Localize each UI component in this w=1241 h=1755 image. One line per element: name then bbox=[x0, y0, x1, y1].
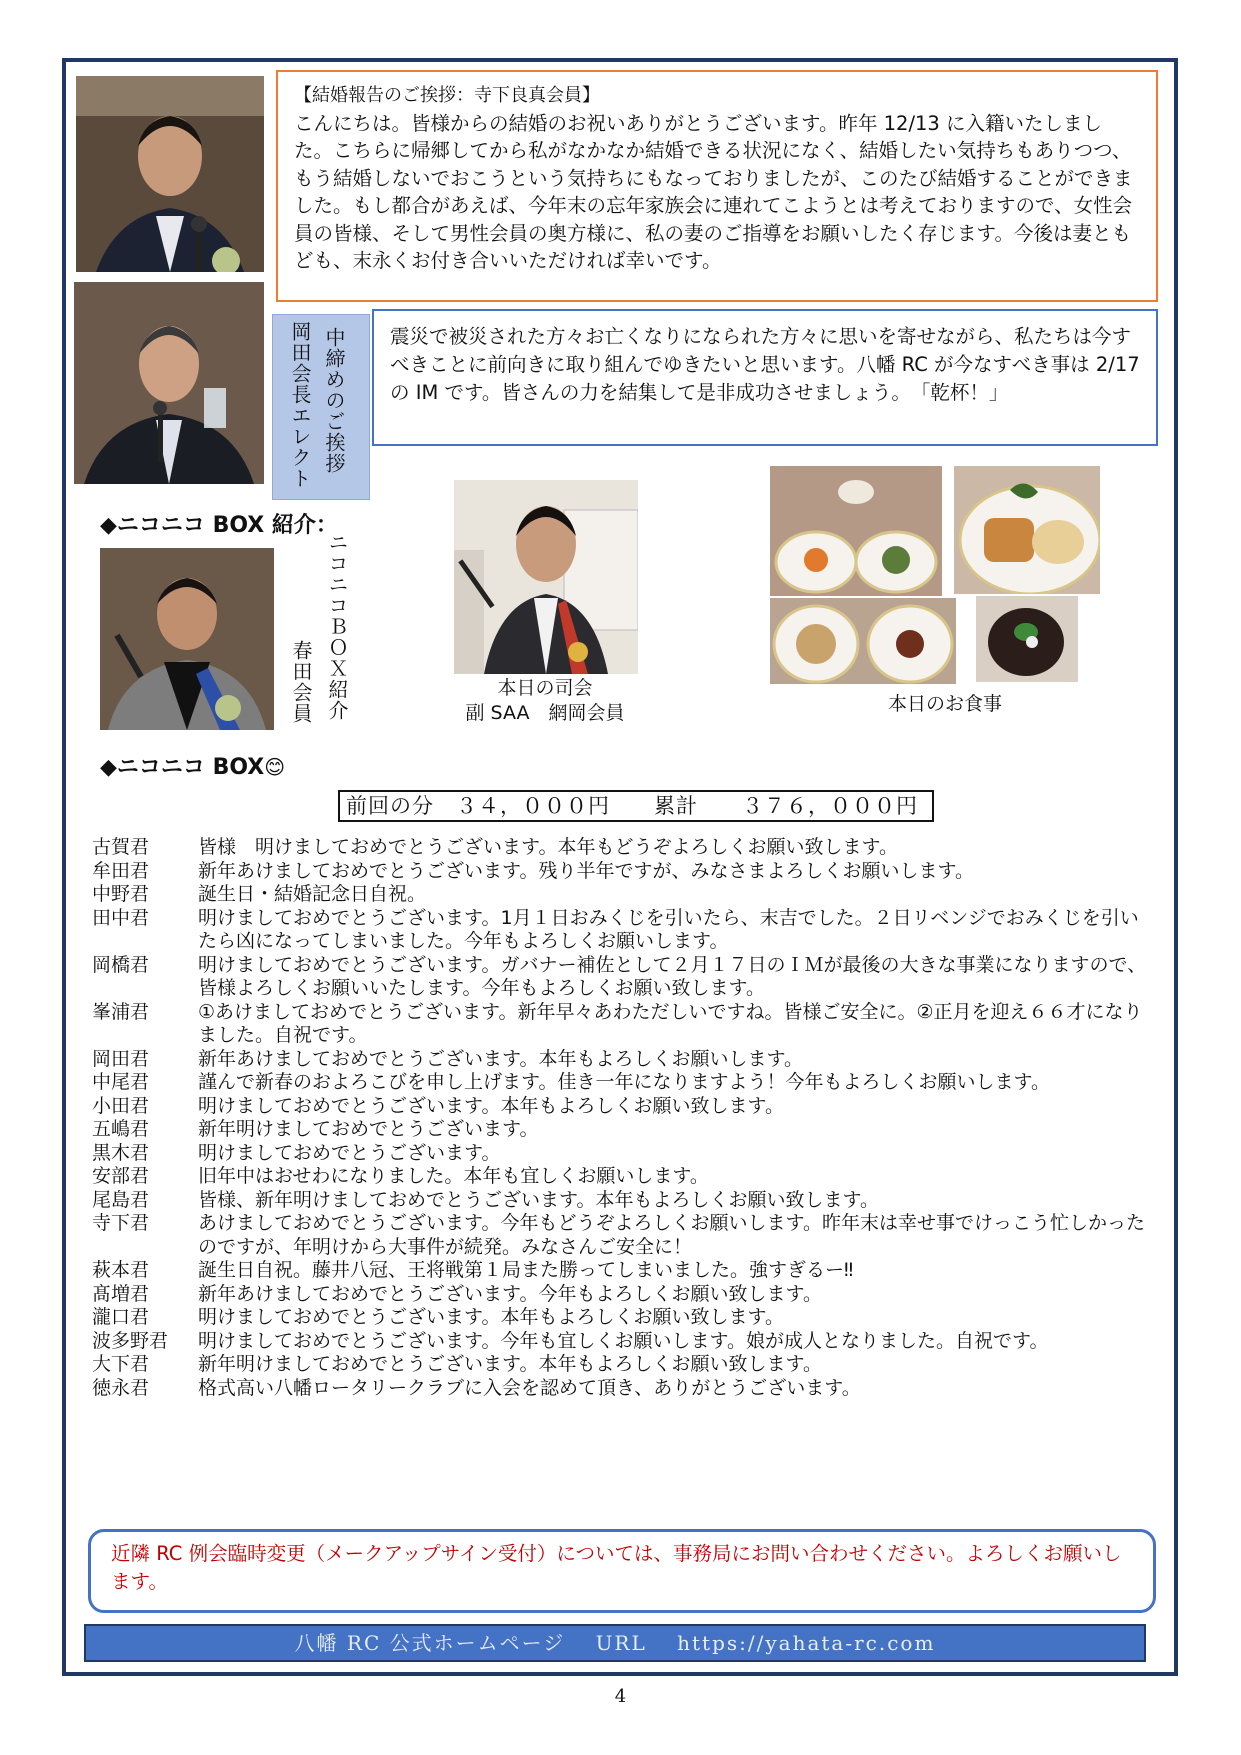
meal-photo-1 bbox=[770, 466, 942, 596]
message-row bbox=[92, 1283, 1152, 1307]
member-name: 五嶋君 bbox=[92, 1118, 150, 1140]
mc-caption-line2: 副 SAA 網岡会員 bbox=[465, 702, 625, 724]
member-message: 新年あけましておめでとうございます。残り半年ですが、みなさまよろしくお願いします。 bbox=[198, 859, 974, 882]
niconico-intro-heading: ◆ニコニコ BOX 紹介： bbox=[100, 513, 338, 538]
message-row bbox=[92, 836, 1152, 860]
footer-url-bar[interactable]: 八幡 RC 公式ホームページ URL https://yahata-rc.com bbox=[84, 1624, 1146, 1662]
member-message: 明けましておめでとうございます。本年もよろしくお願い致します。 bbox=[198, 1306, 784, 1328]
mc-caption-line1: 本日の司会 bbox=[497, 677, 593, 699]
member-message: 明けましておめでとうございます。本年もよろしくお願い致します。 bbox=[198, 1094, 784, 1117]
meal-photo-3-image bbox=[770, 598, 956, 684]
message-row bbox=[92, 1306, 1152, 1330]
meal-caption: 本日のお食事 bbox=[887, 693, 1002, 715]
okada-photo-image bbox=[74, 282, 264, 484]
member-name: 田中君 bbox=[92, 906, 150, 929]
member-message: 明けましておめでとうございます。1月１日おみくじを引いたら、末吉でした。２日リベンジでおみくじを引いたら凶になってしまいました。今年もよろしくお願いします。 bbox=[198, 906, 1139, 952]
message-row bbox=[92, 954, 1152, 1001]
closing-greeting-box bbox=[372, 309, 1158, 446]
message-row bbox=[92, 1212, 1152, 1259]
meal-photo-2 bbox=[954, 466, 1100, 594]
wedding-heading: 【結婚報告のご挨拶：寺下良真会員】 bbox=[294, 85, 600, 106]
member-name: 小田君 bbox=[92, 1094, 150, 1117]
member-message: あけましておめでとうございます。今年もどうぞよろしくお願いします。昨年末は幸せ事でけっこう忙しかったのですが、年明けから大事件が続発。みなさんご安全に！ bbox=[198, 1212, 1145, 1258]
member-name: 峯浦君 bbox=[92, 1000, 150, 1023]
message-row bbox=[92, 883, 1152, 907]
message-row bbox=[92, 1353, 1152, 1377]
member-message: 皆様、新年明けましておめでとうございます。本年もよろしくお願い致します。 bbox=[198, 1188, 879, 1211]
groom-photo bbox=[76, 76, 264, 272]
message-row bbox=[92, 860, 1152, 884]
wedding-report-box bbox=[276, 70, 1158, 302]
meal-photo-4 bbox=[976, 596, 1078, 682]
meal-photo-2-image bbox=[954, 466, 1100, 594]
message-row bbox=[92, 1001, 1152, 1048]
message-row bbox=[92, 1118, 1152, 1142]
message-row bbox=[92, 1071, 1152, 1095]
member-message: 新年あけましておめでとうございます。今年もよろしくお願い致します。 bbox=[198, 1282, 822, 1305]
makeup-notice: 近隣 RC 例会臨時変更（メークアップサイン受付）については、事務局にお問い合わせください。よろしくお願いします。 bbox=[88, 1529, 1156, 1613]
member-name: 黒木君 bbox=[92, 1141, 150, 1164]
member-name: 中尾君 bbox=[92, 1071, 150, 1093]
message-row bbox=[92, 1259, 1152, 1283]
meal-photo-1-image bbox=[770, 466, 942, 596]
member-message: 謹んで新春のおよろこびを申し上げます。佳き一年になりますよう！今年もよろしくお願いします。 bbox=[198, 1071, 1050, 1093]
member-name: 尾島君 bbox=[92, 1188, 150, 1211]
member-message: ①あけましておめでとうございます。新年早々あわただしいですね。皆様ご安全に。②正月を迎え６６才になりました。自祝です。 bbox=[198, 1000, 1143, 1046]
okada-photo bbox=[74, 282, 264, 484]
smile-icon: 😊 bbox=[264, 755, 286, 779]
message-row bbox=[92, 1330, 1152, 1354]
member-message: 皆様 明けましておめでとうございます。本年もどうぞよろしくお願い致します。 bbox=[198, 836, 898, 858]
message-row bbox=[92, 1048, 1152, 1072]
page-number: 4 bbox=[614, 1686, 627, 1707]
member-message: 旧年中はおせわになりました。本年も宜しくお願いします。 bbox=[198, 1165, 709, 1187]
member-message: 格式高い八幡ロータリークラブに入会を認めて頂き、ありがとうございます。 bbox=[198, 1376, 861, 1399]
member-message: 新年明けましておめでとうございます。本年もよろしくお願い致します。 bbox=[198, 1353, 822, 1375]
message-list bbox=[92, 836, 1152, 1400]
member-name: 大下君 bbox=[92, 1353, 150, 1375]
groom-photo-image bbox=[76, 76, 264, 272]
member-message: 新年あけましておめでとうございます。本年もよろしくお願いします。 bbox=[198, 1047, 803, 1070]
member-message: 明けましておめでとうございます。 bbox=[198, 1141, 501, 1164]
niconico-vertical-name: 春田会員 bbox=[289, 640, 313, 724]
meal-photo-4-image bbox=[976, 596, 1078, 682]
member-name: 古賀君 bbox=[92, 836, 150, 858]
member-name: 牟田君 bbox=[92, 859, 150, 882]
mc-photo bbox=[454, 480, 638, 674]
member-message: 新年明けましておめでとうございます。 bbox=[198, 1118, 539, 1140]
member-name: 髙増君 bbox=[92, 1282, 150, 1305]
member-name: 岡田君 bbox=[92, 1047, 150, 1070]
message-row bbox=[92, 1189, 1152, 1213]
member-name: 岡橋君 bbox=[92, 953, 150, 976]
message-row bbox=[92, 1142, 1152, 1166]
member-message: 明けましておめでとうございます。今年も宜しくお願いします。娘が成人となりました。自祝です。 bbox=[198, 1329, 1049, 1352]
member-message: 明けましておめでとうございます。ガバナー補佐として２月１７日のＩＭが最後の大きな事業になりますので、皆様よろしくお願いいたします。今年もよろしくお願い致します。 bbox=[198, 953, 1147, 999]
closing-body: 震災で被災された方々お亡くなりになられた方々に思いを寄せながら、私たちは今すべきことに前向きに取り組んでゆきたいと思います。八幡 RC が今なすべき事は 2/17 の IM です。皆さんの力を結集して是非成功させましょう。 「乾杯！」 bbox=[390, 325, 1140, 404]
member-message: 誕生日自祝。藤井八冠、王将戦第１局また勝ってしまいました。強すぎるー‼ bbox=[198, 1259, 854, 1281]
member-name: 中野君 bbox=[92, 883, 150, 905]
member-name: 安部君 bbox=[92, 1165, 150, 1187]
member-name: 瀧口君 bbox=[92, 1306, 150, 1328]
meal-photo-3 bbox=[770, 598, 956, 684]
wedding-body: こんにちは。皆様からの結婚のお祝いありがとうございます。昨年 12/13 に入籍いたしました。こちらに帰郷してから私がなかなか結婚できる状況になく、結婚したい気持ちもありつつ、もう結婚しないでおこうという気持ちにもなっておりましたが、このたび結婚することができました。もし都合があえば、今年末の忘年家族会に連れてこようとは考えておりますので、女性会員の皆様、そして男性会員の奥方様に、私の妻のご指導をお願いしたく存じます。今後は妻ともども、末永くお付き合いいただければ幸いです。 bbox=[294, 111, 1133, 272]
member-name: 波多野君 bbox=[92, 1329, 169, 1352]
mc-caption bbox=[440, 676, 650, 726]
haruta-photo-image bbox=[100, 548, 274, 730]
member-message: 誕生日・結婚記念日自祝。 bbox=[198, 883, 427, 905]
niconico-box-heading-text: ◆ニコニコ BOX bbox=[100, 755, 265, 780]
message-row bbox=[92, 1095, 1152, 1119]
closing-label bbox=[272, 314, 370, 500]
member-name: 徳永君 bbox=[92, 1376, 150, 1399]
closing-label-name: 岡田会長エレクト bbox=[288, 321, 312, 489]
niconico-vertical-title: ニコニコＢＯＸ紹介 bbox=[325, 532, 349, 721]
mc-photo-image bbox=[454, 480, 638, 674]
member-name: 寺下君 bbox=[92, 1212, 150, 1234]
niconico-box-heading bbox=[100, 750, 285, 781]
member-name: 萩本君 bbox=[92, 1259, 150, 1281]
haruta-photo bbox=[100, 548, 274, 730]
donation-summary: 前回の分 ３４，０００円 累計 ３７６，０００円 bbox=[338, 790, 934, 822]
message-row bbox=[92, 907, 1152, 954]
message-row bbox=[92, 1377, 1152, 1401]
closing-label-title: 中締めのご挨拶 bbox=[322, 327, 346, 474]
message-row bbox=[92, 1165, 1152, 1189]
